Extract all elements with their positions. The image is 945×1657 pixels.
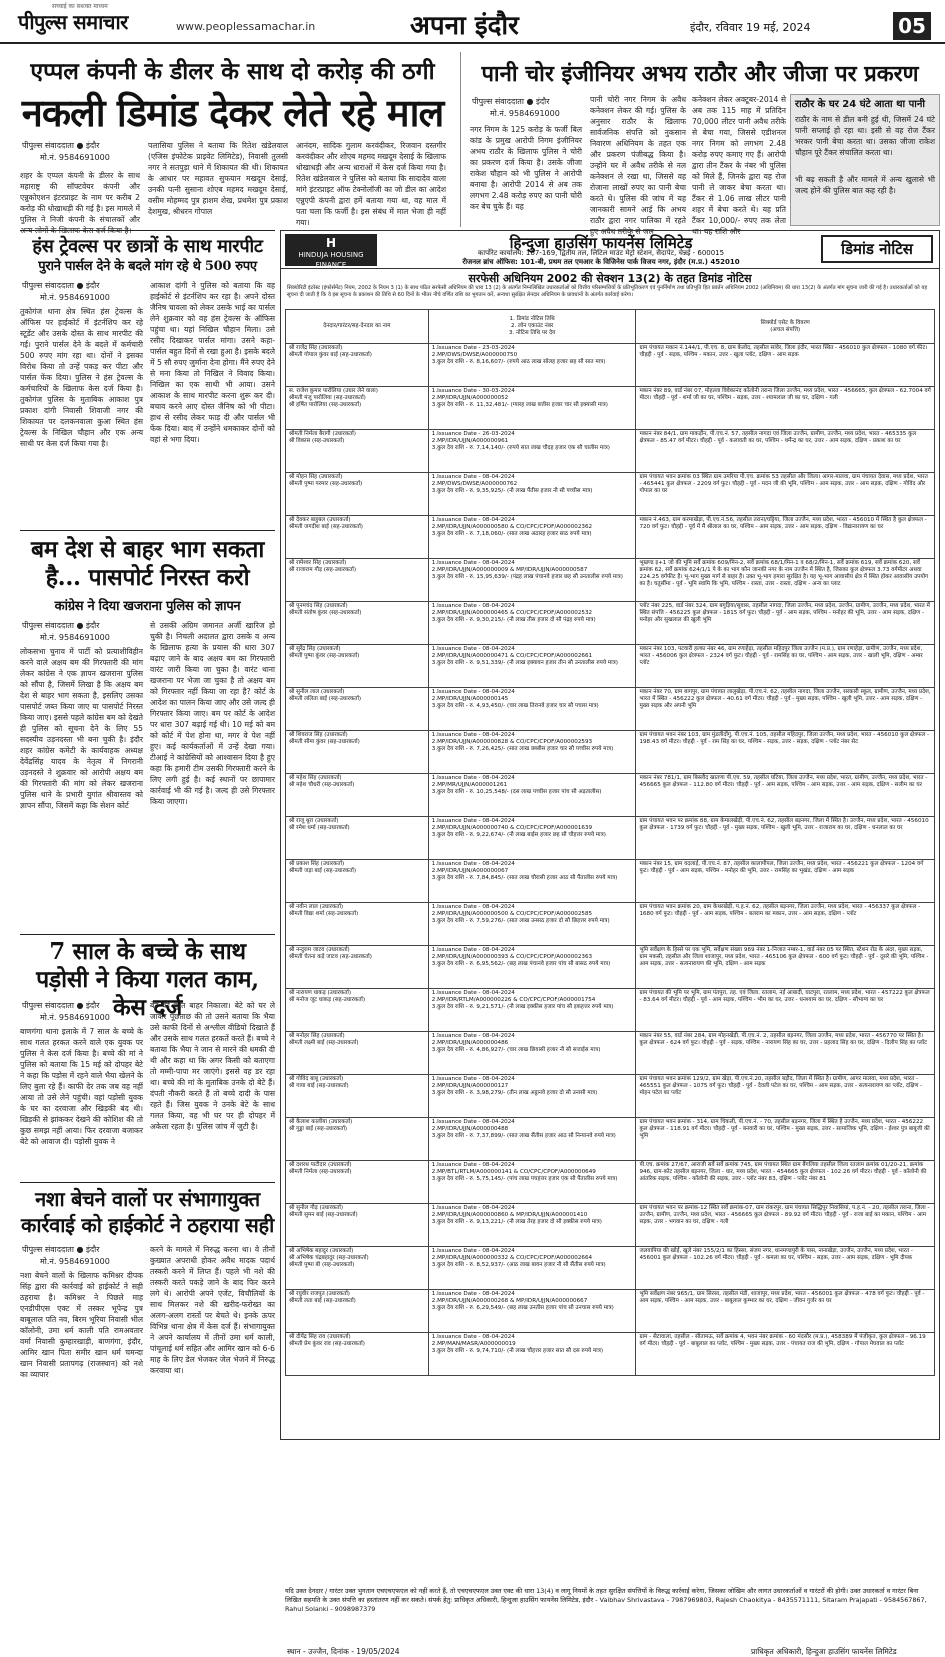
passport-byline: पीपुल्स संवाददाता ● इंदौर — [22, 621, 100, 630]
borrower-cell: श्री गोविंद बाबू (उधारकर्ता) श्री गाया बाई (सह-उधारकर्ता) — [286, 1075, 429, 1118]
table-row — [286, 1118, 935, 1161]
notice-signatory: प्राधिकृत अधिकारी, हिन्दुजा हाउसिंग फायनेंस लिमिटेड — [751, 1647, 897, 1656]
loan-details-cell: 1.Issuance Date - 08-04-2024 2.MP/IDR/UJJN/A000000127 3.कुल देय राशि - रु. 3,98,279/- (तीन लाख अट्ठानवे हजार दो सौ उनासी मात्र) — [428, 1075, 636, 1118]
table-row — [286, 688, 935, 731]
travels-col-2: आकाश दांगी ने पुलिस को बताया कि वह हाईकोर्ट से इंटर्नशिप कर रहा है। अपने दोस्त जैनिष चावला को लेकर उसके भाई का पार्सल लेने शुक्रवार को वह हंस ट्रेवल्स के ऑफिस पहुंचा था। यहां निखिल चौहान मिला। उसे रसीद दिखाकर पार्सल मांगा। उसने कहा- पार्सल बहुत दिनों से रखा हुआ है। इसके बदले में 5 सौ रुपए जुर्माना देना होगा। मैंने रुपए देने से मना किया तो निखिल ने विवाद किया। निखिल का एक साथी भी आया। उसने आकाश के साथ मारपीट करना शुरू कर दी। बचाव करने आए दोस्त जैनिष को भी पीटा। हाथ से रसीद लेकर फाड़ दी और पार्सल भी फेंक दिया। बाद में उन्होंने धमकाकर दोनों को वहां से भगा दिया। — [150, 281, 275, 444]
property-cell: भूखण्ड इ+1 जो की भूमि सर्वे क्रमांक 609/मिन-2, सर्वे क्रमांक 68/1/मिन-1 व 68/2/मिन-1, सर्वे क्रमांक 619, सर्वे क्रमांक 620, सर्वे क्रमांक 62, सर्वे क्रमांक 624/1/1 पे के का भाग कौन जानकी नगर के नाम उज्जैन में स्थित है, जिसका कुल क्षेत्रफल 3.73 वर्गमीटर अथवा 224.25 वर्गफीट है। भू-भाग मुख्य मार्ग से बाहर है। उक्त भू-भाग हमारा सुरक्षित है। यह भू-भाग आवासीय क्षेत्र में स्थित होकर आवासीय उपयोग का है। चतुर्सीमा - पूर्व - भूमि स्वामि कि भूमि, पश्चिम - रास्ता, उत्तर - रास्ता, दक्षिण - अन्य का प्लाट — [636, 559, 935, 602]
property-cell: मकान नंबर 103, पटवारी हल्का नंबर 46, ग्राम रणाहेड़ा, तहसील महिदपुर जिला उज्जैन (म.प्र.), ग्राम रणाहेड़ा, ग्रामीण, उज्जैन, मध्य प्रदेश, भारत - 456006 कुल क्षेत्रफल - 2324 वर्ग फुट। चौहद्दी - पूर्व - रामसिंह का घर, पश्चिम - आम सड़क, उत्तर - खाली भूमि, दक्षिण - अम्बर प्लॉट — [636, 645, 935, 688]
borrower-cell: श्री शिवराज सिंह (उधारकर्ता) श्रीमती सीमा कुंवर (सह-उधारकर्ता) — [286, 731, 429, 774]
loan-details-cell: 1.Issuance Date - 08-04-2024 2.MP/BTL/RTLM/A000000141 & CO/CPC/CPOF/A000000649 3.कुल देय राशि - रु. 5,75,145/- (पांच लाख पचहत्तर हजार एक सौ पैंतालीस रुपये मात्र) — [428, 1161, 636, 1204]
borrower-cell: श्री मनोहर सिंह (उधारकर्ता) श्रीमती लक्ष्मी बाई (सह-उधारकर्ता) — [286, 1032, 429, 1075]
notice-place-date: स्थान - उज्जैन, दिनांक - 19/05/2024 — [287, 1647, 400, 1656]
property-cell: जलवापिया की खोई, खुले नंबर 155/2/1 का हिस्सा, संजय नगर, धानमण्डपुरी के पास, नानाखेड़ा, उज्जैन, उज्जैन, मध्य प्रदेश, भारत - 456001 कुल क्षेत्रफल - 102.26 वर्ग मीटर। चौहद्दी - पूर्व - कमला का घर, पश्चिम - सड़क, उत्तर - आम सड़क, दक्षिण - भूमि दीपक — [636, 1247, 935, 1290]
loan-details-cell: 1.Issuance Date - 08-04-2024 2.MP/IDR/UJJN/A000000740 & CO/CPC/CPOF/A000001639 3.कुल देय राशि - रु. 9,22,674/- (नौ लाख बाईस हजार छह सौ चौहत्तर रुपये मात्र) — [428, 817, 636, 860]
loan-details-cell: 1.Issuance Date - 08-04-2024 2.MP/IDR/UJJN/A000000332 & CO/CPC/CPOF/A000002664 3.कुल देय राशि - रु. 8,52,937/- (आठ लाख बावन हजार नौ सौ सैंतीस रुपये मात्र) — [428, 1247, 636, 1290]
water-col-3: कनेक्शन लेकर अक्टूबर-2014 से अब तक 115 माह में प्रतिदिन 70,000 लीटर पानी अवैध तरीके से बेचा गया, जिससे एडीशनल नगर निगम को लगभग 2.48 करोड़ रुपए कमाए गए हैं। आरोपी द्वारा तीन टैंकर के नंबर भी पुलिस को मिले हैं, जिनके द्वारा यह रोज पानी ले जाकर बेचा करता था। टैंकर से 1.06 लाख लीटर पानी शहर में बेचा करते थे। यह प्रति टैंकर 10,000/- रुपए तक लेता था। यह राशि और — [692, 95, 786, 236]
loan-details-cell: 1.Issuance Date - 30-03-2024 2.MP/IDR/UJJN/A000000052 3.कुल देय राशि - रु. 11,32,481/- (ग्यारह लाख बत्तीस हजार चार सौ इक्यासी मात्र) — [428, 387, 636, 430]
borrower-cell: श्री दीपेंद्र सिंह राव (उधारकर्ता) श्रीमती प्रेम कुंवर राव (सह-उधारकर्ता) — [286, 1333, 429, 1376]
notice-table — [285, 309, 935, 1376]
lead-headline: नकली डिमांड देकर लेते रहे माल — [21, 90, 444, 135]
water-col-2: पानी चोरी नगर निगम के अवैध कनेक्शन लेकर की गई। पुलिस के अनुसार राठौर के खिलाफ सार्वजनिक संपत्ति को नुकसान निवारण अधिनियम के तहत एक और प्रकरण पंजीबद्ध किया है। उन्होंने घर में अवैध तरीके से नल कनेक्शन ले रखा था, जिससे वह रोजाना लाखों रुपए का पानी बेचा करते थे। पुलिस की जांच में यह जानकारी सामने आई कि अभय राठौर द्वारा नगर पालिका में रहते हुए अवैध तरीके से जल — [590, 95, 686, 236]
water-box-text: राठौर के नाम से डील बनी हुई थी, जिसमें 24 घंटे पानी सप्लाई हो रहा था। इसी से वह रोज टैंकर भरकर पानी बेचा करता था। उसका जीजा राकेश चौहान पूरे टैंकर संचालित करता था। — [795, 115, 935, 157]
drugs-col-2: करने के मामले में निरुद्ध करना था। वे तीनों कुख्यात अपराधी होकर अवैध मादक पदार्थ तस्करी करने में लिप्त हैं। पहले भी नशे की तस्करी करते पकड़े जाने के बाद फिर करने लगे थे। आरोपी अपने एजेंट, विचौलियों के साथ मिलकर नशे की खरीद-फरोख्त का अलग-अलग रास्तों पर बेचते थे। इनके ऊपर विभिन्न थाना क्षेत्र में केस दर्ज हैं। संभागायुक्त ने अपने कार्यालय में तीनों उमा धर्म काली, पांचूलाई धर्म सहित और आमिर खान को 6-6 माह के लिए डेल भेजकर जेल भेजने में निरुद्ध करवाया था। — [150, 1245, 275, 1375]
loan-details-cell: 1.Issuance Date - 08-04-2024 2.MP/IDR/UJJN/A000000860 & MP/IDR/UJJN/A000001410 3.कुल देय राशि - रु. 9,13,221/- (नौ लाख तेरह हजार दो सौ इक्कीस रुपये मात्र) — [428, 1204, 636, 1247]
travels-byline: पीपुल्स संवाददाता ● इंदौर — [22, 281, 100, 290]
notice-header — [281, 231, 939, 269]
demand-notice-badge: डिमांड नोटिस — [821, 235, 933, 263]
loan-details-cell: 1.Issuance Date - 08-04-2024 2.MP/IDR/UJJN/A000000580 & CO/CPC/CPOF/A000002362 3.कुल देय राशि - रु. 7,18,060/- (सात लाख अठारह हजार साठ रुपये मात्र) — [428, 516, 636, 559]
borrower-cell: श्री अभिषेक बहादुर (उधारकर्ता) श्री अभिषेक चंद्रबहादुर (सह-उधारकर्ता) श्रीमती पुष्पा बी (सह-उधारकर्ता) — [286, 1247, 429, 1290]
loan-details-cell: 1.Issuance Date - 08-04-2024 2.MP/IDR/UJJN/A000000393 & CO/CPC/CPOF/A000002363 3.कुल देय राशि - रु. 6,95,562/- (छह लाख पंचानवे हजार पांच सौ बासठ रुपये मात्र) — [428, 946, 636, 989]
borrower-cell: श्री सुनील लाल (उधारकर्ता) श्रीमती ललिता बाई (सह-उधारकर्ता) — [286, 688, 429, 731]
divider — [20, 530, 275, 531]
travels-mobile: मो.नं. 9584691000 — [40, 293, 110, 302]
property-cell: मकान नंबर 84/1, ग्राम माकड़ौन, पी.एच.नं. 57, तहसील नागदा एवं जिला उज्जैन, ग्रामीण, उज्जैन, मध्य प्रदेश, भारत - 465335 कुल क्षेत्रफल - 85.47 वर्ग मीटर। चौहद्दी - पूर्व - कलावती का घर, पश्चिम - धर्मेन्द्र का घर, उत्तर - आम सड़क, दक्षिण - प्रकाश का घर — [636, 430, 935, 473]
borrower-cell: स. राजेश कुमार पारोलिया (उधार लेने वाला) श्रीमती मंजू पारोलिया (सह-उधारकर्ता) श्री हर्षित पारोलिया (सह-उधारकर्ता) — [286, 387, 429, 430]
borrower-cell: श्री सुनील गौड़ (उधारकर्ता) श्रीमती सुमन बाई (सह-उधारकर्ता) — [286, 1204, 429, 1247]
loan-details-cell: 1.Issuance Date - 08-04-2024 2.MP/DWS/DWSE/A000000762 3.कुल देय राशि - रु. 9,35,925/- (नौ लाख पैंतीस हजार नौ सौ पच्चीस मात्र) — [428, 473, 636, 516]
notice-section-title: सरफेसी अधिनियम 2002 की सेक्शन 13(2) के तहत डिमांड नोटिस — [468, 272, 752, 285]
passport-col-2: से उसकी अग्रिम जमानत अर्जी खारिज हो चुकी है। निचली अदालत द्वारा उसके व अन्य के खिलाफ हत्या के प्रयास की धारा 307 बढ़ाए जाने के बाद अक्षय बम का गिरफ्तारी वारंट जारी किया जा चुका है। वारंट थाना खजराना पर भेजा जा चुका है तो अक्षय बम को गिरफ्तार नहीं किया जा रहा है? कोर्ट के आदेश का पालन किया जाए और उसे जल्द ही गिरफ्तार किया जाए। बम पर कोर्ट के आदेश पर धारा 307 बढ़ाई गई थी। 10 मई को बम को कोर्ट में पेश होना था, मगर वे पेश नहीं हुए। कई कार्यकर्ताओं में उन्हें देखा गया। टीआई ने कांग्रेसियों को आश्वासन दिया है हुए कहा कि हमारी टीम उसकी गिरफ्तारी करने के लिए लगी हुई है। कई स्थानों पर छापामार कार्रवाई भी की गई है। जल्द ही उसे गिरफ्तार किया जाएगा। — [150, 621, 275, 806]
loan-details-cell: 1.Issuance Date - 08-04-2024 2.MP/IDR/UJJN/A000000488 3.कुल देय राशि - रु. 7,37,899/- (सात लाख सैंतीस हजार आठ सौ निन्यानवे रुपये मात्र) — [428, 1118, 636, 1161]
loan-details-cell: 1.Issuance Date - 08-04-2024 2.MP/IDR/UJJN/A000000471 & CO/CPC/CPOF/A000002661 3.कुल देय राशि - रु. 9,51,339/- (नौ लाख इक्यावन हजार तीन सौ उनतालीस रुपये मात्र) — [428, 645, 636, 688]
regional-branch: रीजनल ब्रांच ऑफिस: 101-बी, प्रथम तल एमआर के विजिनेस पार्क विजय नगर, इंदौर (म.प्र.) 452010 — [462, 258, 740, 266]
masthead — [0, 0, 945, 44]
drugs-col-1: नशा बेचने वालों के खिलाफ कमिश्नर दीपक सिंह द्वारा की कार्रवाई को हाईकोर्ट ने सही ठहराया है। कमिश्नर ने पिछले माह एनडीपीएस एक्ट में तस्कर भूपेन्द्र पुत्र बाबूलाल पति नव, बिरम भूरिया निवासी भील कॉलोनी, उमा धर्म काली पति रामअवतार वर्मा निवासी कुम्हारखाड़ी, बाणगंगा, इंदौर, आमिर खान पिता समीर खान धर्म चमन्दा खान निवासी प्रतापगढ़ (राजस्थान) को नशे का व्यापार — [20, 1271, 143, 1379]
borrower-cell: श्री कैलाश कालीया (उधारकर्ता) श्री गुड्डा बाई (सह-उधारकर्ता) — [286, 1118, 429, 1161]
table-row — [286, 602, 935, 645]
property-cell: पी.एच. क्रमांक 27/67, आराजी सर्वे सर्वे क्रमांक 745, ग्राम पंचायत स्थित ग्राम बैंगलिया तहसील जिला रतलाम क्रमांक 01/20-21, क्रमांक 946, ग्राम-कोट तहसील बड़नगर, जिला - धार, मध्य प्रदेश, भारत - 454665 कुल क्षेत्रफल - 102.26 वर्ग मीटर। चौहद्दी - पूर्व - कॉलोनी की आंतरिक सड़क, पश्चिम - कॉलोनी की सड़क, उत्तर - प्लॉट नंबर 83, दक्षिण - प्लॉट नंबर 81 — [636, 1161, 935, 1204]
property-cell: ग्राम पंचायत की भूमि पर भूमि, ग्राम पंतपुरा, तह. एवं जिला. रतलाम, नई आबादी, घाटपुरा, रतलाम, मध्य प्रदेश, भारत - 457222 कुल क्षेत्रफल - 83.64 वर्ग मीटर। चौहद्दी - पूर्व - आम सड़क, पश्चिम - भीम का घर, उत्तर - धनश्याम का घर, दक्षिण - सौभाग्य का घर — [636, 989, 935, 1032]
borrower-cell: श्री सुरेंद्र सिंह (उधारकर्ता) श्रीमती पुष्पा कुंवर (सह-उधारकर्ता) — [286, 645, 429, 688]
website-link[interactable]: www.peoplessamachar.in — [176, 20, 316, 33]
borrower-cell: श्री राजेंद्र सिंह (उधारकर्ता) श्रीमती गोपाल कुंवर बाई (सह-उधारकर्ता) — [286, 344, 429, 387]
loan-details-cell: 1.Issuance Date - 08-04-2024 2.MP/IDR/UJJN/A000000500 & CO/CPC/CPOF/A000002585 3.कुल देय राशि - रु. 7,59,276/- (सात लाख उनसठ हजार दो सौ छिहत्तर रुपये मात्र) — [428, 903, 636, 946]
table-row — [286, 387, 935, 430]
newspaper-logo: पीपुल्स समाचार — [18, 10, 128, 34]
table-row — [286, 860, 935, 903]
borrower-cell: श्री पूनमचंद सिंह (उधारकर्ता) श्रीमती संतोष कुंवर (सह-उधारकर्ता) — [286, 602, 429, 645]
loan-details-cell: 1.Issuance Date - 08-04-2024 2.MP/IDR/UJJN/A000000009 & MP/IDR/UJJN/A000000587 3.कुल देय राशि - रु. 15,95,639/- (पंद्रह लाख पंचानवे हजार छह सौ उनतालीस रुपये मात्र) — [428, 559, 636, 602]
passport-col-1: लोकसभा चुनाव में पार्टी को प्रत्याशीविहीन करने वाले अक्षय बम की गिरफ्तारी की मांग लेकर कांग्रेस ने एक ज्ञापन खजराना पुलिस को सौंपा है, जिसमें लिखा है कि अक्षय बम देश से बाहर भाग सकता है, इसलिए उसका पासपोर्ट जब्त किया जाए या पासपोर्ट निरस्त किया जाए। इससे पहले कांग्रेस बम को देखते ही पुलिस को सूचना देने के लिए 55 सदस्यीय उड़नदस्ता भी बना चुकी है। इंदौर शहर कांग्रेस कमेटी के कार्यवाहक अध्यक्ष देवेंद्रसिंह यादव के नेतृत्व में निगरानी उड़नदस्ते ने शुक्रवार को आरोपी अक्षय बम की गिरफ्तारी की मांग को लेकर खजराना पुलिस थाने के प्रभारी युगांत श्रीवास्तव को ज्ञापन सौंपा, जिसमें कहा कि सेशन कोर्ट — [20, 647, 143, 810]
lead-col-1: शहर के एप्पल कंपनी के डीलर के साथ महाराष्ट्र की सॉफ्टवेयर कंपनी और एन्नुकोएशन इंटरप्राइट के नाम पर करीब 2 करोड़ की धोखाधड़ी की गई है। इस मामले में पुलिस ने निजी कंपनी के संचालकों और अन्य लोगों के खिलाफ केस दर्ज किया है। — [20, 171, 140, 235]
property-cell: ग्राम पंचायत भवन क्रमांक 129/2, ग्राम खेड़ा, पी.एच.नं.20, तहसील बड़ौद, जिला में स्थित है। ग्रामीण, आगर मालवा, मध्य प्रदेश, भारत - 465551 कुल क्षेत्रफल - 1075 वर्ग फुट। चौहद्दी - पूर्व - देवली पटेल का घर, पश्चिम - आम सड़क, उत्तर - सत्यनारायण का प्लॉट, दक्षिण - मोहन पटेल का प्लॉट — [636, 1075, 935, 1118]
table-row — [286, 774, 935, 817]
borrower-cell: श्री नन्दुराम जाटव (उधारकर्ता) श्रीमती चेतना कड़े जाटव (सह-उधारकर्ता) — [286, 946, 429, 989]
loan-details-cell: 1.Issuance Date - 26-03-2024 2.MP/IDR/UJJN/A000000961 3.कुल देय राशि - रु. 7,14,140/- (रुपये सात लाख चौदह हजार एक सौ चालीस मात्र) — [428, 430, 636, 473]
property-cell: प्लॉट नंबर 225, वार्ड नंबर 324, ग्राम बगुड़िया/सुवास, तहसील नागदा, जिला उज्जैन, मध्य प्रदेश, उज्जैन, ग्रामीण, उज्जैन, मध्य प्रदेश, भारत में स्थित संपत्ति - 456225 कुल क्षेत्रफल - 1815 वर्ग फुट। चौहद्दी - पूर्व - आम सड़क, पश्चिम - मनोहर की भूमि, उत्तर - आम सड़क, दक्षिण - मनोहर और सुखलाल की खुली भूमि — [636, 602, 935, 645]
corporate-office: कार्पोरेट कार्यालय: 167-169, द्वितीय तल, लिटिल माउंट मेट्रो स्टेशन, सैदापेट, चेन्नई - 600015 — [477, 249, 725, 257]
notice-footer: यदि उक्त देनदार / गारंटर उक्त भुगतान एचएचएफएल को नहीं करते हैं, तो एचएचएफएल उक्त एक्ट की धारा 13(4) व लागू नियमों के तहत सुरक्षित संपत्तियों के विरुद्ध कार्रवाई करेगा, जिसका जोखिम और लागत उधारकर्ताओं व गारंटरों की होगी। उक्त उधारकर्ता व गारंटर बिना लिखित सहमति के उक्त संपत्ति का हस्तांतरण नहीं कर सकते। संपर्क हेतु: प्राधिकृत अधिकारी, हिन्दुजा हाउसिंग फायनेंस लिमिटेड, इंदौर - Vaibhav Shrivastava - 7987969803, Rajesh Chaokitya - 8435571111, Sitaram Prajapati - 9584567867, Rahul Solanki - 9098987379 — [285, 1587, 927, 1613]
company-address — [391, 249, 811, 267]
property-cell: मकान नंबर 55, वार्ड नंबर 284, ग्राम मोहनखेड़ी, पी.एच.नं. 2, तहसील बड़नगर, जिला उज्जैन, मध्य प्रदेश, भारत - 456770 पर स्थित है। कुल क्षेत्रफल - 624 वर्ग फुट। चौहद्दी - पूर्व - सड़क, पश्चिम - नारायण सिंह का घर, उत्तर - प्रहलाद सिंह का घर, दक्षिण - दिलीप सिंह का प्लॉट — [636, 1032, 935, 1075]
table-header: 1. डिमांड नोटिस तिथि 2. लोन एकाउंट नंबर 3. नोटिस तिथि पर देय — [428, 310, 636, 344]
borrower-cell: श्री दशरथ पाटीदार (उधारकर्ता) श्रीमती निर्मला (सह-उधारकर्ता) — [286, 1161, 429, 1204]
borrower-cell: श्री देवकर बाहुबल (उधारकर्ता) श्रीमती जगदीश बाई (सह-उधारकर्ता) — [286, 516, 429, 559]
property-cell: ग्राम पंचायत भवन क्रमांक 03 स्थित ग्राम उमरिया पी.एच. क्रमांक 53 तहसील और जिला। आगर-मालवा, ग्राम पंचायत देवास, मध्य प्रदेश, भारत - 465441 कुल क्षेत्रफल - 2209 वर्ग फुट। चौहद्दी - पूर्व - मदन जी की भूमि, पश्चिम - आम सड़क, उत्तर - आम सड़क, दक्षिण - गोविंद और गोपाल का घर — [636, 473, 935, 516]
borrower-cell: श्री महेश सिंह (उधारकर्ता) श्री महेश चौधरी (सह-उधारकर्ता) — [286, 774, 429, 817]
lead-mobile: मो.नं. 9584691000 — [40, 153, 110, 162]
company-name: हिन्दुजा हाउसिंग फायनेंस लिमिटेड — [509, 234, 693, 252]
property-cell: मकान नंबर 89, वार्ड नंबर 07, मोहल्ला विवेकानंद कॉलोनी तराना जिला उज्जैन, मध्य प्रदेश, भारत - 456665, कुल क्षेत्रफल - 62.7004 वर्ग मीटर। चौहद्दी - पूर्व - शर्मा जी का घर, पश्चिम - सड़क, उत्तर - श्यामलाल जी का घर, दक्षिण - गली — [636, 387, 935, 430]
demand-notice-ad — [280, 230, 940, 1656]
loan-details-cell: 1.Issuance Date - 08-04-2024 2.MP/IDR/UJJN/A000000828 & CO/CPC/CPOF/A000002593 3.कुल देय राशि - रु. 7,26,425/- (सात लाख छब्बीस हजार चार सौ पच्चीस रुपये मात्र) — [428, 731, 636, 774]
table-header: देनदार/गारंटर/सह-देनदार का नाम — [286, 310, 429, 344]
table-row — [286, 817, 935, 860]
loan-details-cell: 1.Issuance Date - 08-04-2024 2.MP/MR/UJJN/A000001261 3.कुल देय राशि - रु. 10,25,548/- (दस लाख पच्चीस हजार पांच सौ अड़तालीस) — [428, 774, 636, 817]
lead-col-2: पलासिया पुलिस ने बताया कि रितेश खंडेलवाल (एजिस इंफोटेक प्राइवेट लिमिटेड), निवासी तुलसी नगर ने सतपुड़ा थाने में शिकायत की थी। शिकायत के आधार पर महावत सुफयान मखदूम देसाई, उनकी पत्नी सुसाना शोएब महमद मखदूम देसाई, वसीम मोहम्मद पुत्र हाशम शेख, प्रथमेश पुत्र प्रकाश देशमुख, श्रीधरन गोपाल — [148, 141, 288, 216]
hinduja-logo-text: HINDUJA HOUSING FINANCE — [298, 251, 364, 269]
lead-kicker: एप्पल कंपनी के डीलर के साथ दो करोड़ की ठगी — [30, 58, 435, 85]
borrower-cell: श्री नवीन लाल (उधारकर्ता) श्रीमती विद्या शर्मा (सह-उधारकर्ता) — [286, 903, 429, 946]
divider — [20, 934, 275, 935]
water-col-4: भी बढ़ सकती है और मामले में अन्य खुलासे भी जल्द होने की पुलिस बात कह रही है। — [795, 175, 935, 195]
travels-headline: हंस ट्रेवल्स पर छात्रों के साथ मारपीट — [32, 236, 263, 257]
table-header: सिक्योर्ड एसेट के विवरण (अचल संपत्ति) — [636, 310, 935, 344]
water-col-1: नगर निगम के 125 करोड़ के फर्जी बिल कांड के प्रमुख आरोपी निगम इंजीनियर अभय राठौर के खिलाफ पुलिस ने चोरी का प्रकरण दर्ज किया है। उसके जीजा राकेश चौहान को भी पुलिस ने आरोपी बनाया है। आरोपी 2014 से अब तक लगभग 2.48 करोड़ रुपए का पानी चोरी कर बेच चुके हैं। यह — [470, 125, 582, 211]
passport-mobile: मो.नं. 9584691000 — [40, 633, 110, 642]
property-cell: ग्राम पंचायत भवन नंबर 103, ग्राम मुंडलीदोंगु, पी.एच.नं. 105, तहसील महिदपुर, जिला उज्जैन, मध्य प्रदेश, भारत - 456010 कुल क्षेत्रफल - 198.43 वर्ग मीटर। चौहद्दी - पूर्व - राम सिंह का घर, पश्चिम - सड़क, उत्तर - सड़क, दक्षिण - प्लॉट नंबर सेट — [636, 731, 935, 774]
loan-details-cell: 1.Issuance Date - 08-04-2024 2.MP/IDR/UJJN/A000000465 & CO/CPC/CPOF/A000002532 3.कुल देय राशि - रु. 9,30,215/- (नौ लाख तीस हजार दो सौ पंद्रह रुपये मात्र) — [428, 602, 636, 645]
section-title: अपना इंदौर — [410, 11, 519, 41]
tagline: सच्चाई का सशक्त माध्यम — [52, 3, 108, 10]
hinduja-logo: H HINDUJA HOUSING FINANCE — [285, 234, 377, 266]
table-row — [286, 731, 935, 774]
water-byline: पीपुल्स संवाददाता ● इंदौर — [472, 97, 550, 106]
lead-byline: पीपुल्स संवाददाता ● इंदौर — [22, 141, 100, 150]
table-row — [286, 1075, 935, 1118]
borrower-cell: श्रीमती निर्मला बैरागी (उधारकर्ता) श्री विकास (सह-उधारकर्ता) — [286, 430, 429, 473]
property-cell: मकान नंबर 70, ग्राम बागपुर, ग्राम पंचायत लालुखेड़ा, पी.एच.नं. 62, तहसील नागदा, जिला उज्जैन, सरकारी स्कूल, ग्रामीण, उज्जैन, मध्य प्रदेश, भारत में स्थित - 456222 कुल क्षेत्रफल - 40.61 वर्ग मीटर। चौहद्दी - पूर्व - मुख्य सड़क, पश्चिम - खुली भूमि, उत्तर - आम सड़क, दक्षिण - मुख्य सड़क और अपनी भूमि — [636, 688, 935, 731]
loan-details-cell: 1.Issuance Date - 08-04-2024 2.MP/MAN/MASR/A000000019 3.कुल देय राशि - रु. 9,74,710/- (नौ लाख चौहत्तर हजार सात सौ दस रुपये मात्र) — [428, 1333, 636, 1376]
property-cell: ग्राम - सेटावाला, तहसील - सीतामऊ, सर्वे क्रमांक 4, भवन नंबर क्रमांक - 60 मंदसौर (म.प्र.), 458389 में पंजीकृत, कुल क्षेत्रफल - 96.19 वर्ग मीटर। चौहद्दी - पूर्व - बाबूलाल का प्लॉट, पश्चिम - मुख्य सड़क, उत्तर - पंचायत राज की भूमि, दक्षिण - गोपाल मेघवाल का प्लॉट — [636, 1333, 935, 1376]
child-col-2: बेटे को तुरंत बाहर निकाला। बेटे को घर ले जाकर पूछताछ की तो उसने बताया कि भैया उसे काफी दिनों से अश्लील वीडियो दिखाते हैं और उसके साथ गलत हरकतें करते हैं। बच्चे ने बताया कि भैया ने जान से मारने की धमकी दी थी और कहा था कि अगर किसी को बताएगा तो मम्मी-पापा मर जाएंगे। इससे वह डर रहा था। बच्चे की मां के मुताबिक उनके दो बेटे हैं। दंपती नौकरी करते हैं तो बच्चे दादी के पास रहते हैं। जिस युवक ने उनके बेटे के साथ गलत किया, वह भी घर पर ही दोपहर में अकेला रहता है। पुलिस जांच में जुटी है। — [150, 1001, 275, 1131]
table-row — [286, 1333, 935, 1376]
property-cell: ग्राम पंचायत भवन पर क्रमांक-12 स्थित सर्वे क्रमांक-07, ग्राम रांकरपुर, ग्राम पंचायत सिद्धिपुर निवासियां, प.ह.नं. - 20, तहसील तराना, जिला - उज्जैन, ग्रामीण, उज्जैन, मध्य प्रदेश, भारत - 456665 कुल क्षेत्रफल - 89.92 वर्ग मीटर। चौहद्दी - पूर्व - राजा बाई का मकान, पश्चिम - आम सड़क, उत्तर - भगवान का घर, दक्षिण - गली — [636, 1204, 935, 1247]
table-row — [286, 559, 935, 602]
notice-intro: सिक्योरिटी इंटरेस्ट (इंफोर्समेंट) नियम, 2002 के नियम 3 (1) के साथ पठित सरफेसी अधिनियम की धारा 13 (2) के अंतर्गत निम्नलिखित उधारकर्ताओं को वित्तीय परिसम्पत्तियों के प्रतिभूतिकरण एवं पुनर्निर्माण तथा प्रतिभूति हित प्रवर्तन अधिनियम 2002 (अधिनियम) की धारा 13(2) के अंतर्गत मांग सूचना जारी की गई है। उधारकर्ताओं को यह सूचना दी जाती है कि वे इस सूचना के प्रकाशन की तिथि से 60 दिनों के भीतर नीचे वर्णित राशि का भुगतान करें, अन्यथा सुरक्षित लेनदार अधिनियम के प्रावधानों के अंतर्गत कार्रवाई करेगा। — [287, 285, 928, 298]
drugs-byline: पीपुल्स संवाददाता ● इंदौर — [22, 1245, 100, 1254]
water-sidebar-box — [790, 94, 940, 226]
water-headline: पानी चोर इंजीनियर अभय राठौर और जीजा पर प्रकरण — [481, 61, 919, 87]
table-row — [286, 645, 935, 688]
child-mobile: मो.नं. 9584691000 — [40, 1013, 110, 1022]
loan-details-cell: 1.Issuance Date - 08-04-2024 2.MP/IDR/UJJN/A000000067 3.कुल देय राशि - रु. 7,84,845/- (सात लाख चौरासी हजार आठ सौ पैंतालीस रुपये मात्र) — [428, 860, 636, 903]
property-cell: ग्राम पंचायत मकान नं.144/1, पी.एच. 8, ग्राम केलोद, तहसील सांवेर, जिला इंदौर, भारत स्थित - 456010 कुल क्षेत्रफल - 1080 वर्ग.फीट। चौहद्दी - पूर्व - सड़क, पश्चिम - मकान, उत्तर - खुला प्लॉट, दक्षिण - आम सड़क — [636, 344, 935, 387]
table-row — [286, 473, 935, 516]
property-cell: मकान नं.463, ग्राम करमाखेड़ा, पी.एच.नं.56, तहसील तराना/घट्टिया, जिला उज्जैन, मध्य प्रदेश, भारत - 456010 में स्थित है कुल क्षेत्रफल - 720 वर्ग फुट। चौहद्दी - पूर्व में मैं श्रीलाल का घर, पश्चिम - आम सड़क, उत्तर - आम सड़क, दक्षिण - विद्यानारायण का घर — [636, 516, 935, 559]
table-row — [286, 946, 935, 989]
loan-details-cell: 1.Issuance Date - 08-04-2024 2.MP/IDR/UJJN/A000000268 & MP/IDR/UJJN/A000000667 3.कुल देय राशि - रु. 6,29,549/- (छह लाख उनतीस हजार पांच सौ उनचास रुपये मात्र) — [428, 1290, 636, 1333]
property-cell: ग्राम पंचायत भवन क्रमांक 20, ग्राम केथरखेड़ी, प.ह.नं. 62, तहसील बड़नगर, जिला उज्जैन, मध्य प्रदेश, भारत - 456337 कुल क्षेत्रफल - 1680 वर्ग फुट। चौहद्दी - पूर्व - आम सड़क, पश्चिम - बलराम का मकान, उत्तर - आम सड़क, दक्षिण - प्लॉट — [636, 903, 935, 946]
divider — [20, 230, 275, 231]
property-cell: ग्राम पंचायत भवन पर क्रमांक 88, ग्राम केमालखेड़ी, पी.एच.नं. 62, तहसील बड़नगर, जिला में स्थित है। उज्जैन, मध्य प्रदेश, भारत - 456010 कुल क्षेत्रफल - 1739 वर्ग फुट। चौहद्दी - पूर्व - मुख्य सड़क, पश्चिम - खुली भूमि, उत्तर - राजाराम का घर, दक्षिण - धनलाल का घर — [636, 817, 935, 860]
drugs-mobile: मो.नं. 9584691000 — [40, 1257, 110, 1266]
lead-col-3: आनंदम, सादिक गुलाम करवंदीकर, रिजवान दस्तगीर करवंदीकर और शोएब महमद मखदूम देसाई के खिलाफ धोखाधड़ी और अन्य धाराओं में केस दर्ज किया गया है। रितेश खंडेलवाल ने पुलिस को बताया कि सादादेव वाला मांगे इंटरप्राइट ऑफ टेक्नोलॉजी का जो डील का आदेश एन्नुएपी कंपनी द्वारा हमें बताया गया था, वह माल में पता चला कि फर्जी है। इस संबंध में माल भेजा ही नहीं गया। — [296, 141, 446, 227]
borrower-cell: श्री प्रकाश सिंह (उधारकर्ता) श्रीमती जड़ा बाई (सह-उधारकर्ता) — [286, 860, 429, 903]
borrower-cell: श्री रामेश्वर सिंह (उधारकर्ता) श्री राजाराम गौड़ (सह-उधारकर्ता) — [286, 559, 429, 602]
water-mobile: मो.नं. 9584691000 — [490, 109, 560, 118]
property-cell: ग्राम पंचायत भवन क्रमांक - 314, ग्राम चिकली, पी.एच.नं. - 70, तहसील बड़नगर, जिला में स्थित है उज्जैन, मध्य प्रदेश, भारत - 456222 कुल क्षेत्रफल - 118.91 वर्ग मीटर। चौहद्दी - पूर्व - बनवारी का घर, पश्चिम - मुख्य सड़क, उत्तर - सामाजिक भूमि, दक्षिण - ईश्वर पुत्र बाबूजी की भूमि — [636, 1118, 935, 1161]
table-row — [286, 989, 935, 1032]
passport-subhead: कांग्रेस ने दिया खजराना पुलिस को ज्ञापन — [54, 599, 241, 614]
property-cell: भूमि सर्वेक्षण नंबर 965/1, ग्राम सिरसा, तहसील मंडी, शाजापुर, मध्य प्रदेश, भारत - 456001 कुल क्षेत्रफल - 478 वर्ग फुट। चौहद्दी - पूर्व - आम सड़क, पश्चिम - आम सड़क, उत्तर - बाबूलाल कुम्भार का घर, दक्षिण - जीवन गुर्जर का घर — [636, 1290, 935, 1333]
table-row — [286, 344, 935, 387]
drugs-headline: नशा बेचने वालों पर संभागायुक्त कार्रवाई को हाईकोर्ट ने ठहराया सही — [21, 1187, 274, 1237]
page-number: 05 — [893, 12, 931, 40]
property-cell: भूमि सर्वेक्षण के हिस्से पर एक भूमि, सर्वेक्षण संख्या 969 नंबर 1-निजात नम्बर-1, वार्ड नंबर 05 पर स्थित, स्टेशन रोड के अंदर, मुख्य सड़क, ग्राम मकसी, तहसील और जिला शाजापुर, मध्य प्रदेश, भारत - 465106 कुल क्षेत्रफल - 600 वर्ग फुट। चौहद्दी - पूर्व - दूसरे की भूमि, पश्चिम - आम सड़क, उत्तर - सत्यनारायण की भूमि, दक्षिण - आम सड़क — [636, 946, 935, 989]
column-rule — [460, 52, 461, 227]
travels-col-1: तुकोगंज थाना क्षेत्र स्थित हंस ट्रेवल्स के ऑफिस पर हाईकोर्ट में इंटर्नशिप कर रहे स्टूडेंट और उसके दोस्त के साथ मारपीट की गई। पुराने पार्सल देने के बदले में कर्मचारी 500 रुपए मांग रहा था। दोनों ने इसका विरोध किया तो उन्हें पकड़ कर पीटा और पार्सल फेंक दिया। पुलिस ने हंस ट्रेवल्स के कर्मचारियों के खिलाफ केस दर्ज किया है। तुकोगंज पुलिस के मुताबिक आकाश पुत्र प्रकाश दांगी निवासी शिवाजी नगर की शिकायत पर दलकनवाला कुआ स्थित हंस ट्रेवल्स के निखिल चौहान और एक अन्य साथी पर केस दर्ज किया गया है। — [20, 307, 143, 448]
table-row — [286, 1247, 935, 1290]
loan-details-cell: 1.Issuance Date - 08-04-2024 2.MP/IDR/UJJN/A000000486 3.कुल देय राशि - रु. 4,86,927/- (चार लाख छियासी हजार नौ सौ सत्ताईस मात्र) — [428, 1032, 636, 1075]
water-box-headline: राठौर के घर 24 घंटे आता था पानी — [795, 99, 925, 110]
child-col-1: बाणगंगा थाना इलाके में 7 साल के बच्चे के साथ गलत हरकत करने वाले एक युवक पर पुलिस ने केस दर्ज किया है। बच्चे की मां ने पुलिस को बताया कि 15 मई को दोपहर बेटे ने कहा कि पड़ोस में रहने वाले भैया खेलने के लिए बुला रहे हैं। काफी देर तक जब वह नहीं आया तो उसे लेने पहुंची। वहां पड़ोसी युवक के घर का दरवाजा और खिड़की बंद थी। खिड़की से झांककर देखने की कोशिश की तो कुछ समझ नहीं आया। फिर दरवाजा बजाकर बेटे को आवाज दी। पड़ोसी युवक ने — [20, 1027, 143, 1146]
property-cell: मकान नंबर 781/1, ग्राम बिस्लौद खातणा पी.एच. 59, तहसील घटिया, जिला उज्जैन, मध्य प्रदेश, भारत, ग्रामीण, उज्जैन, मध्य प्रदेश, भारत - 456665 कुल क्षेत्रफल - 112.80 वर्ग मीटर। चौहद्दी - पूर्व - आम सड़क, पश्चिम - आम सड़क, उत्तर - आम सड़क, दक्षिण - सलीम का घर — [636, 774, 935, 817]
table-row — [286, 903, 935, 946]
table-row — [286, 430, 935, 473]
table-row — [286, 1161, 935, 1204]
borrower-cell: श्री मोहन सिंह (उधारकर्ता) श्रीमती पुष्पा परमार (सह-उधारकर्ता) — [286, 473, 429, 516]
loan-details-cell: 1.Issuance Date - 08-04-2024 2.MP/IDR/UJJN/A000000145 3.कुल देय राशि - रु. 4,93,450/- (चार लाख तिरानवे हजार चार सौ पचास मात्र) — [428, 688, 636, 731]
edition-date: इंदौर, रविवार 19 मई, 2024 — [690, 21, 811, 34]
table-row — [286, 1290, 935, 1333]
property-cell: मकान नंबर 15, ग्राम वदलाई, पी.एच.नं. 87, तहसील कालापीपल, जिला उज्जैन, मध्य प्रदेश, भारत - 456221 कुल क्षेत्रफल - 1204 वर्ग फुट। चौहद्दी - पूर्व - आम सड़क, पश्चिम - मनोहर की भूमि, उत्तर - रामसिंह का भूखंड, दक्षिण - आम सड़क — [636, 860, 935, 903]
divider — [20, 1182, 275, 1183]
child-headline: 7 साल के बच्चे के साथ पड़ोसी ने किया गलत काम, केस दर्ज — [36, 938, 259, 1021]
loan-details-cell: 1.Issuance Date - 23-03-2024 2.MP/DWS/DWSE/A000000750 3.कुल देय राशि - रु. 8,16,607/- (रुपये आठ लाख सोलह हजार छह सौ सात मात्र) — [428, 344, 636, 387]
borrower-cell: श्री रघुवीर राजपूत (उधारकर्ता) श्रीमती लता बाई (सह-उधारकर्ता) — [286, 1290, 429, 1333]
loan-details-cell: 1.Issuance Date - 08-04-2024 2.MP/IDR/RTLM/A000000226 & CO/CPC/CPOF/A000001754 3.कुल देय राशि - रु. 9,21,571/- (नौ लाख इक्कीस हजार पांच सौ इकहत्तर रुपये मात्र) — [428, 989, 636, 1032]
travels-subhead: पुराने पार्सल देने के बदले मांग रहे थे 500 रुपए — [38, 259, 257, 274]
borrower-cell: श्री राजू थुरा (उधारकर्ता) श्री रमेश धर्मा (सह-उधारकर्ता) — [286, 817, 429, 860]
table-row — [286, 1032, 935, 1075]
child-byline: पीपुल्स संवाददाता ● इंदौर — [22, 1001, 100, 1010]
table-row — [286, 1204, 935, 1247]
passport-headline: बम देश से बाहर भाग सकता है... पासपोर्ट निरस्त करो — [31, 536, 264, 591]
table-row — [286, 516, 935, 559]
borrower-cell: श्री नारायण धाकड़ (उधारकर्ता) श्री मनोज जूट धाकड़ (सह-उधारकर्ता) — [286, 989, 429, 1032]
